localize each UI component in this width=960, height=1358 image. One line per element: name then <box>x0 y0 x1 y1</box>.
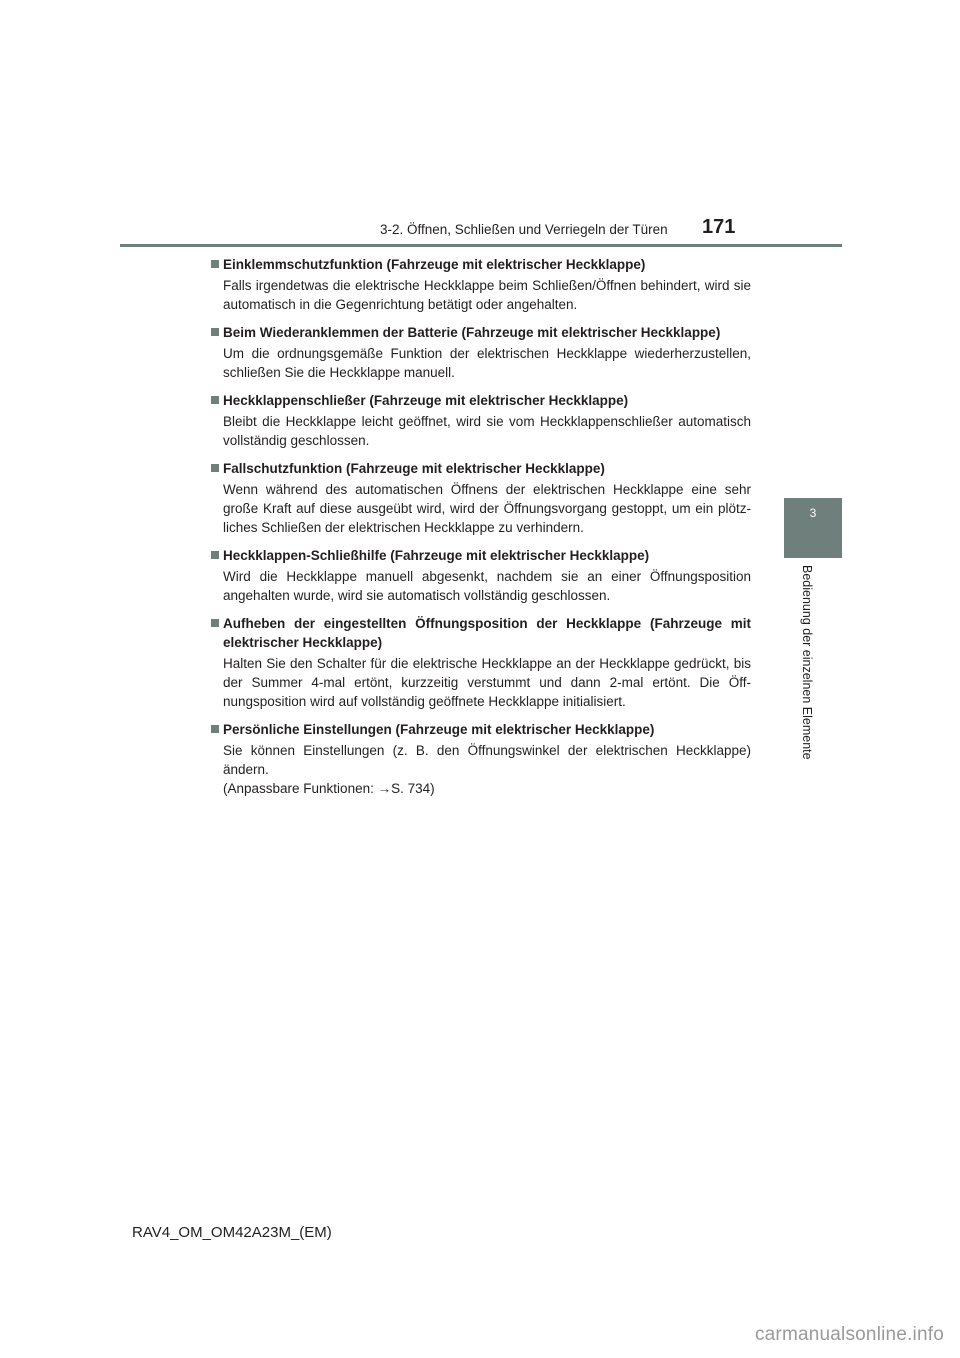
chapter-side-label: Bedienung der einzelnen Elemente <box>800 565 814 760</box>
square-bullet-icon <box>211 551 219 559</box>
section-heading <box>211 323 751 342</box>
section-einklemmschutz <box>211 255 751 314</box>
section-heading <box>211 720 751 739</box>
running-header-title: 3-2. Öffnen, Schließen und Verriegeln der Türen <box>380 222 668 237</box>
section-body <box>211 480 751 537</box>
section-fallschutz <box>211 459 751 537</box>
watermark: carmanualsonline.info <box>754 1324 944 1345</box>
section-heading-text: Heckklappenschließer (Fahrzeuge mit elektrischer Heckklappe) <box>223 393 629 408</box>
section-body <box>211 412 751 450</box>
section-heckklappenschliesser <box>211 391 751 450</box>
section-body-text: Wird die Heckklappe manuell abgesenkt, nachdem sie an einer Öffnungsposition angehalten wurde, wird sie automatisch vollständig geschlossen. <box>223 569 751 603</box>
section-heading-text: Einklemmschutzfunktion (Fahrzeuge mit elektrischer Heckklappe) <box>223 257 646 272</box>
section-body-text: Falls irgendetwas die elektrische Heckklappe beim Schließen/Öffnen behindert, wird sie automatisch in die Gegenrichtung betätigt oder angehalten. <box>223 278 751 312</box>
square-bullet-icon <box>211 396 219 404</box>
section-heading <box>211 459 751 478</box>
page-number: 171 <box>702 216 736 238</box>
section-body-text: Wenn während des automatischen Öffnens der elektrischen Heckklappe eine sehr große Kraft auf diese ausgeübt wird, wird der Öffnungsvorgang gestoppt, um ein plötz-liches Schließen der elektrischen Heckklappe zu verhindern. <box>223 482 751 535</box>
cross-reference-note: (Anpassbare Funktionen: →S. 734) <box>223 781 435 796</box>
chapter-tab-number: 3 <box>809 506 817 520</box>
square-bullet-icon <box>211 725 219 733</box>
section-schliesshilfe <box>211 546 751 605</box>
section-heading-text: Fallschutzfunktion (Fahrzeuge mit elektrischer Heckklappe) <box>223 461 605 476</box>
section-heading-text: Beim Wiederanklemmen der Batterie (Fahrzeuge mit elektrischer Heckklappe) <box>223 325 721 340</box>
section-body-text: Halten Sie den Schalter für die elektrische Heckklappe an der Heckklappe gedrückt, bis der Summer 4-mal ertönt, kurzzeitig verstummt und dann 2-mal ertönt. Die Öff-nungsposition wird auf vollständig geöffnete Heckklappe initialisiert. <box>223 656 751 709</box>
section-body <box>211 276 751 314</box>
section-heading-text: Persönliche Einstellungen (Fahrzeuge mit elektrischer Heckklappe) <box>223 722 655 737</box>
square-bullet-icon <box>211 260 219 268</box>
section-body <box>211 654 751 711</box>
section-body <box>211 741 751 798</box>
section-heading <box>211 614 751 652</box>
section-body-text: Bleibt die Heckklappe leicht geöffnet, wird sie vom Heckklappenschließer automatisch vollständig geschlossen. <box>223 414 751 448</box>
main-content <box>211 255 751 807</box>
square-bullet-icon <box>211 328 219 336</box>
section-persoenliche-einstellungen <box>211 720 751 798</box>
square-bullet-icon <box>211 464 219 472</box>
section-batterie <box>211 323 751 382</box>
section-heading <box>211 391 751 410</box>
section-body-text: Sie können Einstellungen (z. B. den Öffnungswinkel der elektrischen Heckklappe) ändern. <box>223 743 751 777</box>
header-rule <box>120 244 842 247</box>
section-body <box>211 344 751 382</box>
section-heading <box>211 546 751 565</box>
square-bullet-icon <box>211 619 219 627</box>
section-heading <box>211 255 751 274</box>
section-body-text: Um die ordnungsgemäße Funktion der elektrischen Heckklappe wiederherzustellen, schließen Sie die Heckklappe manuell. <box>223 346 751 380</box>
section-heading-text: Heckklappen-Schließhilfe (Fahrzeuge mit elektrischer Heckklappe) <box>223 548 650 563</box>
section-body <box>211 567 751 605</box>
section-heading-text: Aufheben der eingestellten Öffnungsposition der Heckklappe (Fahrzeuge mit elektrischer Heckklappe) <box>223 616 751 650</box>
footer-document-code: RAV4_OM_OM42A23M_(EM) <box>132 1224 332 1241</box>
section-oeffnungsposition <box>211 614 751 711</box>
